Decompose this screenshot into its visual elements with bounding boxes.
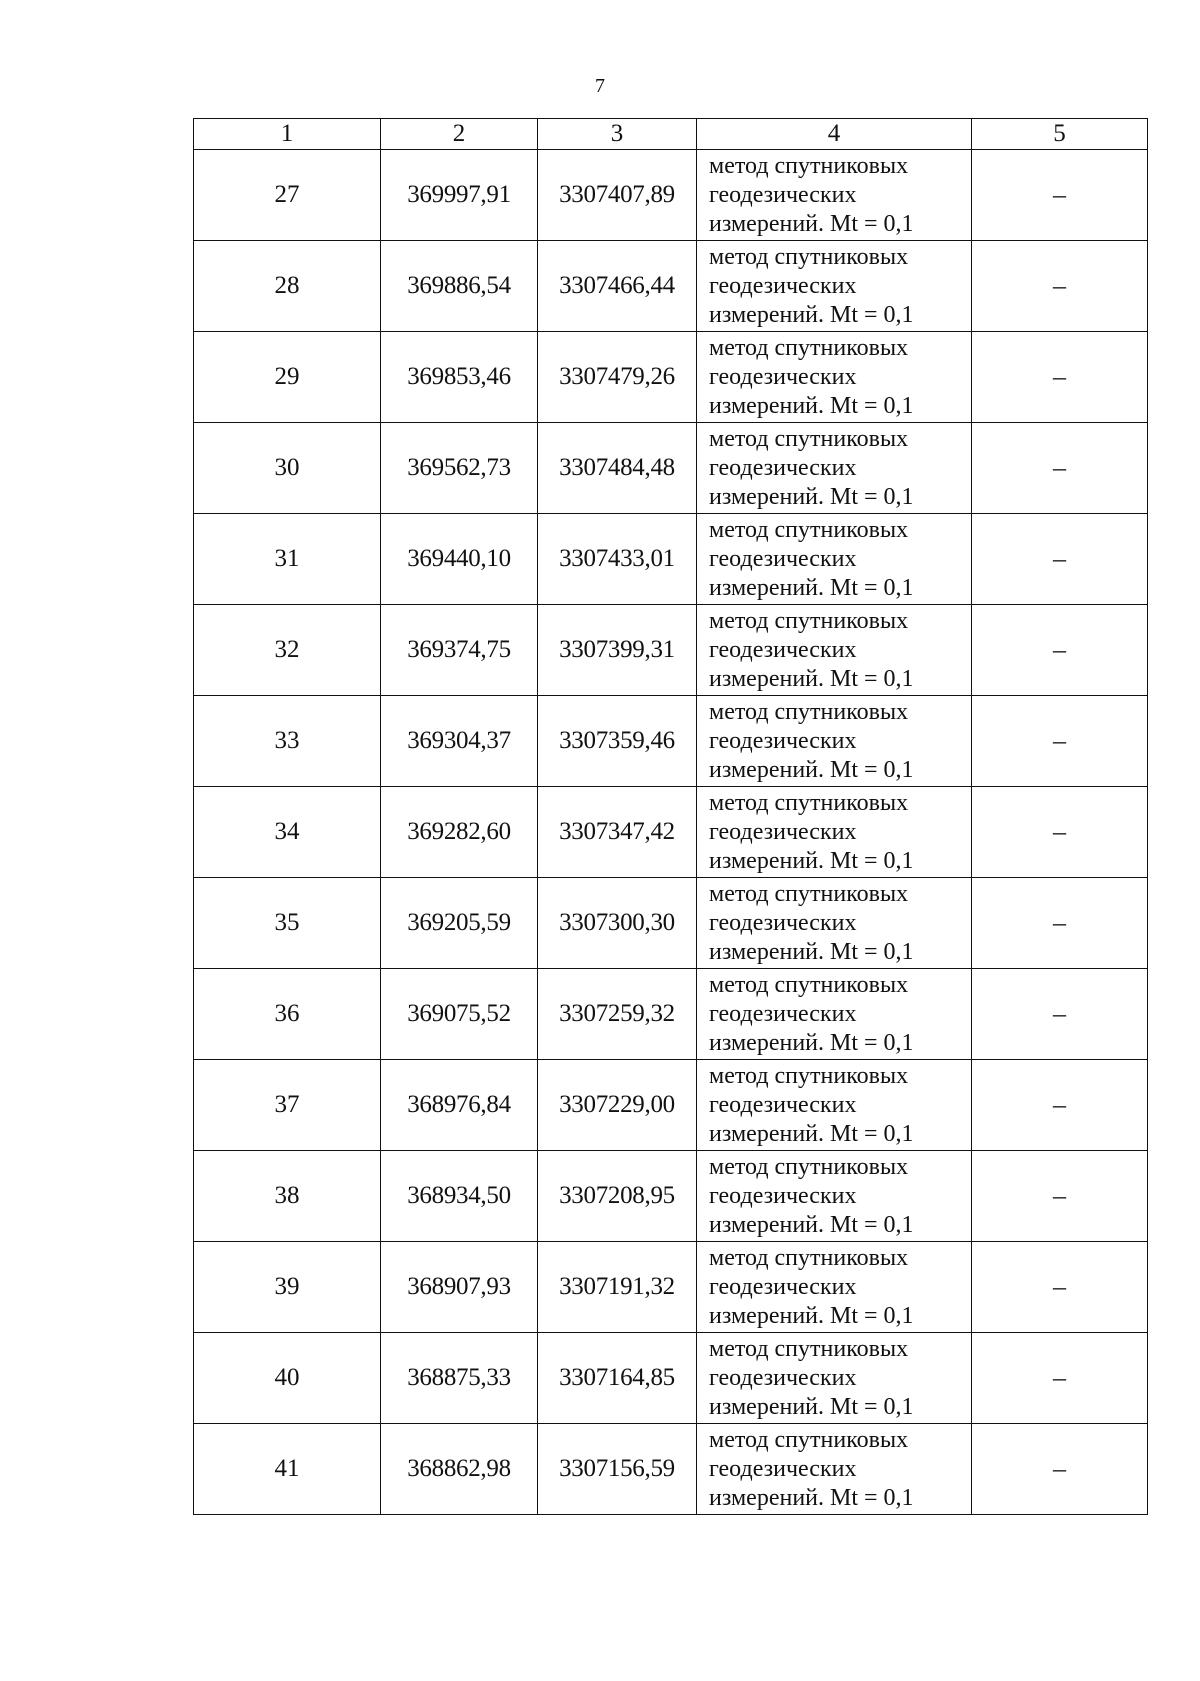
method-text-line: геодезических	[709, 454, 857, 481]
table-body	[194, 119, 1148, 1515]
column-header: 2	[381, 119, 538, 150]
method-text-line: измерений. Mt = 0,1	[709, 1211, 914, 1238]
method-text-line: измерений. Mt = 0,1	[709, 392, 914, 419]
table-row	[194, 150, 1148, 241]
method-text-line: геодезических	[709, 1091, 857, 1118]
table-row	[194, 241, 1148, 332]
note-cell: –	[972, 878, 1148, 969]
y-coordinate-cell: 3307407,89	[538, 150, 697, 241]
method-text-line: измерений. Mt = 0,1	[709, 1393, 914, 1420]
note-cell: –	[972, 150, 1148, 241]
table-header-row	[194, 119, 1148, 150]
note-cell: –	[972, 787, 1148, 878]
method-text-line: геодезических	[709, 636, 857, 663]
y-coordinate-cell: 3307433,01	[538, 514, 697, 605]
x-coordinate-cell: 369853,46	[381, 332, 538, 423]
y-coordinate-cell: 3307466,44	[538, 241, 697, 332]
method-cell	[697, 1242, 972, 1333]
x-coordinate-cell: 368862,98	[381, 1424, 538, 1515]
method-text-line: измерений. Mt = 0,1	[709, 665, 914, 692]
method-text-line: измерений. Mt = 0,1	[709, 301, 914, 328]
table-row	[194, 878, 1148, 969]
x-coordinate-cell: 369997,91	[381, 150, 538, 241]
note-cell: –	[972, 1333, 1148, 1424]
method-cell	[697, 696, 972, 787]
y-coordinate-cell: 3307300,30	[538, 878, 697, 969]
method-text-line: геодезических	[709, 1182, 857, 1209]
method-text-line: геодезических	[709, 363, 857, 390]
y-coordinate-cell: 3307359,46	[538, 696, 697, 787]
table-row	[194, 969, 1148, 1060]
note-cell: –	[972, 696, 1148, 787]
method-text-line: измерений. Mt = 0,1	[709, 756, 914, 783]
method-text-line: геодезических	[709, 1455, 857, 1482]
method-cell	[697, 423, 972, 514]
method-text-line: измерений. Mt = 0,1	[709, 210, 914, 237]
coordinates-table	[193, 118, 1148, 1515]
note-cell: –	[972, 1060, 1148, 1151]
method-text-line: метод спутниковых	[709, 789, 909, 816]
point-number-cell: 36	[194, 969, 381, 1060]
point-number-cell: 27	[194, 150, 381, 241]
point-number-cell: 29	[194, 332, 381, 423]
point-number-cell: 28	[194, 241, 381, 332]
method-cell	[697, 1151, 972, 1242]
method-text-line: измерений. Mt = 0,1	[709, 574, 914, 601]
method-text-line: метод спутниковых	[709, 334, 909, 361]
table-row	[194, 696, 1148, 787]
method-text-line: метод спутниковых	[709, 1426, 909, 1453]
x-coordinate-cell: 368976,84	[381, 1060, 538, 1151]
method-text-line: геодезических	[709, 272, 857, 299]
method-text-line: геодезических	[709, 727, 857, 754]
method-text-line: геодезических	[709, 818, 857, 845]
method-text-line: геодезических	[709, 1364, 857, 1391]
method-cell	[697, 332, 972, 423]
x-coordinate-cell: 369886,54	[381, 241, 538, 332]
note-cell: –	[972, 423, 1148, 514]
method-cell	[697, 241, 972, 332]
note-cell: –	[972, 1242, 1148, 1333]
column-header: 3	[538, 119, 697, 150]
method-cell	[697, 605, 972, 696]
method-text-line: метод спутниковых	[709, 698, 909, 725]
note-cell: –	[972, 241, 1148, 332]
method-text-line: метод спутниковых	[709, 243, 909, 270]
note-cell: –	[972, 1424, 1148, 1515]
method-text-line: метод спутниковых	[709, 516, 909, 543]
x-coordinate-cell: 369440,10	[381, 514, 538, 605]
note-cell: –	[972, 514, 1148, 605]
method-cell	[697, 150, 972, 241]
point-number-cell: 38	[194, 1151, 381, 1242]
point-number-cell: 30	[194, 423, 381, 514]
column-header: 4	[697, 119, 972, 150]
method-text-line: измерений. Mt = 0,1	[709, 938, 914, 965]
method-cell	[697, 878, 972, 969]
note-cell: –	[972, 1151, 1148, 1242]
method-text-line: геодезических	[709, 909, 857, 936]
x-coordinate-cell: 369075,52	[381, 969, 538, 1060]
method-cell	[697, 787, 972, 878]
method-cell	[697, 1424, 972, 1515]
point-number-cell: 31	[194, 514, 381, 605]
x-coordinate-cell: 369562,73	[381, 423, 538, 514]
x-coordinate-cell: 369205,59	[381, 878, 538, 969]
x-coordinate-cell: 369304,37	[381, 696, 538, 787]
method-text-line: метод спутниковых	[709, 1244, 909, 1271]
point-number-cell: 33	[194, 696, 381, 787]
note-cell: –	[972, 605, 1148, 696]
point-number-cell: 35	[194, 878, 381, 969]
method-text-line: метод спутниковых	[709, 425, 909, 452]
method-text-line: геодезических	[709, 545, 857, 572]
point-number-cell: 32	[194, 605, 381, 696]
note-cell: –	[972, 332, 1148, 423]
table-row	[194, 787, 1148, 878]
table-row	[194, 514, 1148, 605]
y-coordinate-cell: 3307479,26	[538, 332, 697, 423]
table-row	[194, 1242, 1148, 1333]
method-cell	[697, 969, 972, 1060]
point-number-cell: 39	[194, 1242, 381, 1333]
y-coordinate-cell: 3307259,32	[538, 969, 697, 1060]
table-row	[194, 605, 1148, 696]
method-text-line: метод спутниковых	[709, 1062, 909, 1089]
method-text-line: метод спутниковых	[709, 607, 909, 634]
table-row	[194, 1424, 1148, 1515]
y-coordinate-cell: 3307191,32	[538, 1242, 697, 1333]
method-cell	[697, 1333, 972, 1424]
x-coordinate-cell: 369282,60	[381, 787, 538, 878]
method-cell	[697, 1060, 972, 1151]
y-coordinate-cell: 3307164,85	[538, 1333, 697, 1424]
method-text-line: метод спутниковых	[709, 152, 909, 179]
method-text-line: метод спутниковых	[709, 880, 909, 907]
method-text-line: метод спутниковых	[709, 971, 909, 998]
y-coordinate-cell: 3307347,42	[538, 787, 697, 878]
column-header: 5	[972, 119, 1148, 150]
method-cell	[697, 514, 972, 605]
point-number-cell: 37	[194, 1060, 381, 1151]
x-coordinate-cell: 368934,50	[381, 1151, 538, 1242]
method-text-line: измерений. Mt = 0,1	[709, 1029, 914, 1056]
note-cell: –	[972, 969, 1148, 1060]
y-coordinate-cell: 3307208,95	[538, 1151, 697, 1242]
method-text-line: геодезических	[709, 181, 857, 208]
y-coordinate-cell: 3307399,31	[538, 605, 697, 696]
x-coordinate-cell: 368907,93	[381, 1242, 538, 1333]
x-coordinate-cell: 369374,75	[381, 605, 538, 696]
point-number-cell: 41	[194, 1424, 381, 1515]
y-coordinate-cell: 3307156,59	[538, 1424, 697, 1515]
page-number: 7	[595, 75, 605, 97]
method-text-line: измерений. Mt = 0,1	[709, 1484, 914, 1511]
method-text-line: метод спутниковых	[709, 1335, 909, 1362]
method-text-line: геодезических	[709, 1273, 857, 1300]
method-text-line: метод спутниковых	[709, 1153, 909, 1180]
y-coordinate-cell: 3307484,48	[538, 423, 697, 514]
table-row	[194, 1151, 1148, 1242]
method-text-line: измерений. Mt = 0,1	[709, 483, 914, 510]
table-row	[194, 423, 1148, 514]
method-text-line: измерений. Mt = 0,1	[709, 1120, 914, 1147]
method-text-line: измерений. Mt = 0,1	[709, 1302, 914, 1329]
x-coordinate-cell: 368875,33	[381, 1333, 538, 1424]
y-coordinate-cell: 3307229,00	[538, 1060, 697, 1151]
point-number-cell: 34	[194, 787, 381, 878]
table-row	[194, 332, 1148, 423]
method-text-line: измерений. Mt = 0,1	[709, 847, 914, 874]
column-header: 1	[194, 119, 381, 150]
table-row	[194, 1060, 1148, 1151]
point-number-cell: 40	[194, 1333, 381, 1424]
table-row	[194, 1333, 1148, 1424]
method-text-line: геодезических	[709, 1000, 857, 1027]
